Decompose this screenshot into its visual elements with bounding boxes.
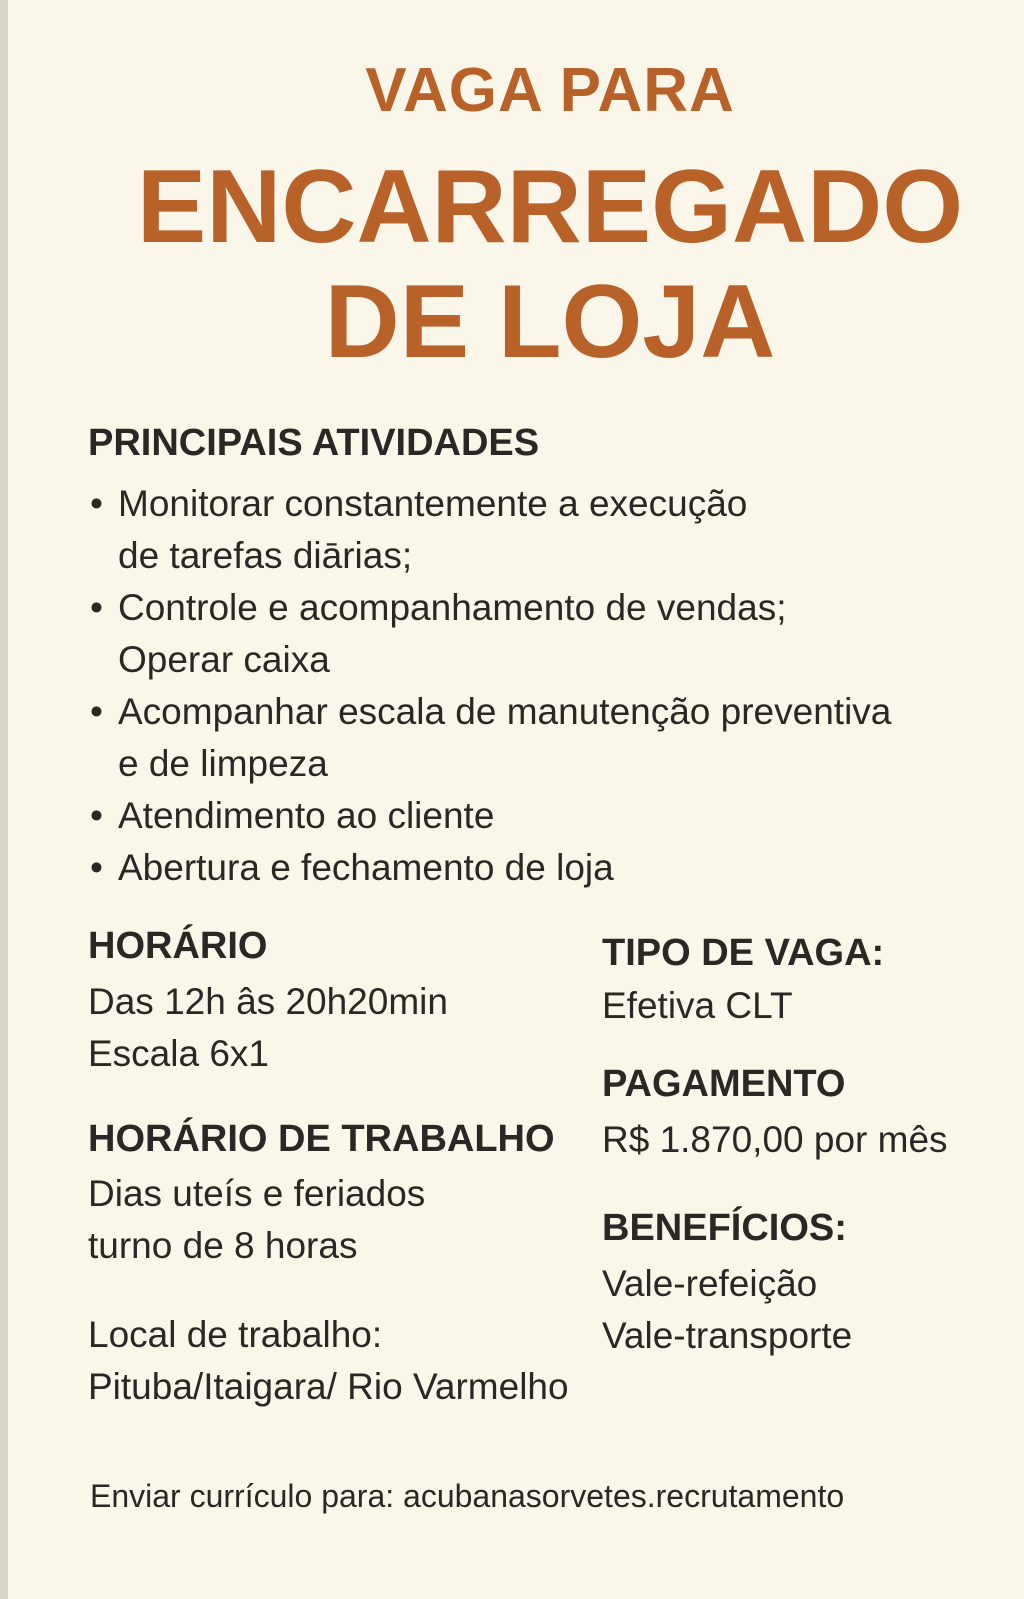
activity-line: Operar caixa — [118, 639, 330, 680]
work-hours-days: Dias uteís e feriados — [88, 1173, 426, 1214]
activity-line: Controle e acompanhamento de vendas; — [118, 587, 787, 628]
list-item — [90, 686, 1010, 790]
title-line-encarregado: ENCARREGADO — [136, 149, 964, 265]
activity-line: Acompanhar escala de manutenção preventiva — [118, 691, 892, 732]
benefit-item: Vale-refeição — [602, 1263, 818, 1304]
list-item — [90, 478, 1010, 582]
title-vaga-para: VAGA PARA — [365, 56, 735, 125]
activity-line: Monitorar constantemente a execução — [118, 483, 748, 524]
benefits-heading: BENEFÍCIOS: — [602, 1207, 847, 1249]
location-text — [88, 1309, 569, 1413]
job-type-value: Efetiva CLT — [602, 985, 793, 1026]
benefits-list — [602, 1258, 852, 1362]
footer-contact: Enviar currículo para: acubanasorvetes.recrutamento — [90, 1478, 845, 1514]
location-value: Pituba/Itaigara/ Rio Varmelho — [88, 1366, 569, 1407]
list-item — [90, 790, 1010, 842]
work-hours-turn: turno de 8 horas — [88, 1225, 358, 1266]
activities-heading: PRINCIPAIS ATIVIDADES — [88, 422, 540, 464]
work-hours-text — [88, 1168, 425, 1272]
schedule-hours: Das 12h âs 20h20min — [88, 981, 448, 1022]
activities-list — [90, 478, 1010, 894]
title-line-de-loja: DE LOJA — [324, 264, 776, 380]
schedule-heading: HORÁRIO — [88, 925, 268, 967]
page-title — [0, 150, 1024, 380]
schedule-shift: Escala 6x1 — [88, 1033, 269, 1074]
location-label: Local de trabalho: — [88, 1314, 383, 1355]
work-hours-heading: HORÁRIO DE TRABALHO — [88, 1118, 555, 1160]
payment-value: R$ 1.870,00 por mês — [602, 1119, 948, 1160]
activity-line: Abertura e fechamento de loja — [118, 847, 614, 888]
list-item — [90, 842, 1010, 894]
activity-line: Atendimento ao cliente — [118, 795, 495, 836]
schedule-text — [88, 976, 448, 1080]
job-type-heading: TIPO DE VAGA: — [602, 932, 885, 974]
benefit-item: Vale-transporte — [602, 1315, 853, 1356]
list-item — [90, 582, 1010, 686]
activity-line: de tarefas diārias; — [118, 535, 413, 576]
payment-heading: PAGAMENTO — [602, 1063, 846, 1105]
activity-line: e de limpeza — [118, 743, 328, 784]
